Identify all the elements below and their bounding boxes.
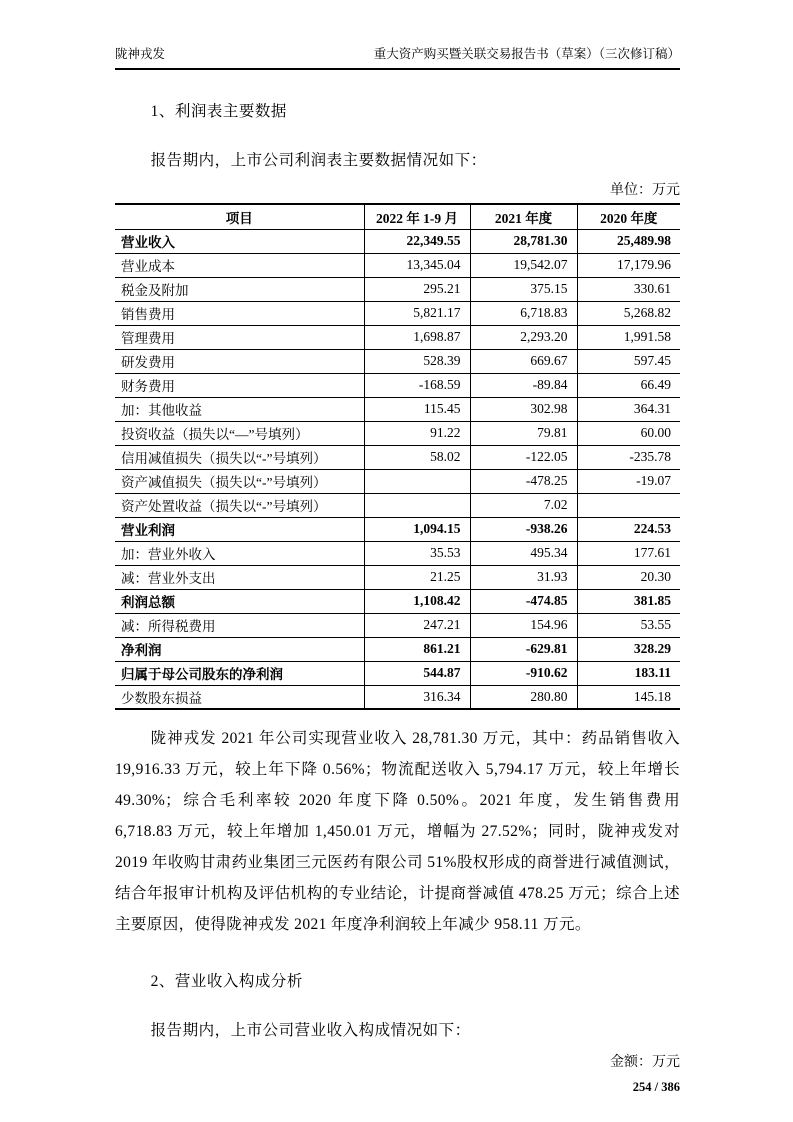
row-value-cell: 31.93: [470, 565, 577, 589]
table-row: [115, 541, 680, 565]
table-row: [115, 421, 680, 445]
table-row: [115, 229, 680, 253]
row-value-cell: 13,345.04: [364, 253, 470, 277]
row-value-cell: 20.30: [577, 565, 680, 589]
table-row: [115, 637, 680, 661]
section2-heading: 2、营业收入构成分析: [150, 973, 303, 990]
row-value-cell: 60.00: [577, 421, 680, 445]
row-label-cell: 销售费用: [115, 301, 364, 325]
row-value-cell: 6,718.83: [470, 301, 577, 325]
row-label-cell: 资产减值损失（损失以“-”号填列）: [115, 469, 364, 493]
table-row: [115, 565, 680, 589]
row-label-cell: 归属于母公司股东的净利润: [115, 661, 364, 685]
row-value-cell: 177.61: [577, 541, 680, 565]
row-value-cell: -122.05: [470, 445, 577, 469]
row-label-cell: 投资收益（损失以“—”号填列）: [115, 421, 364, 445]
table-row: [115, 445, 680, 469]
row-value-cell: 91.22: [364, 421, 470, 445]
row-value-cell: [364, 493, 470, 517]
row-label-cell: 加：营业外收入: [115, 541, 364, 565]
row-value-cell: 328.29: [577, 637, 680, 661]
row-value-cell: 381.85: [577, 589, 680, 613]
column-header-2021: 2021 年度: [470, 204, 577, 229]
table-row: [115, 277, 680, 301]
row-value-cell: 53.55: [577, 613, 680, 637]
table-row: [115, 373, 680, 397]
row-value-cell: -89.84: [470, 373, 577, 397]
row-value-cell: 5,821.17: [364, 301, 470, 325]
row-value-cell: 2,293.20: [470, 325, 577, 349]
row-value-cell: -19.07: [577, 469, 680, 493]
row-value-cell: 544.87: [364, 661, 470, 685]
row-value-cell: 154.96: [470, 613, 577, 637]
table-row: [115, 661, 680, 685]
running-head: [115, 46, 680, 70]
table-row: [115, 469, 680, 493]
row-value-cell: 295.21: [364, 277, 470, 301]
row-value-cell: 17,179.96: [577, 253, 680, 277]
row-label-cell: 研发费用: [115, 349, 364, 373]
row-value-cell: 364.31: [577, 397, 680, 421]
row-value-cell: -938.26: [470, 517, 577, 541]
row-label-cell: 减：营业外支出: [115, 565, 364, 589]
row-value-cell: 22,349.55: [364, 229, 470, 253]
row-value-cell: -478.25: [470, 469, 577, 493]
row-value-cell: 302.98: [470, 397, 577, 421]
table-header-row: [115, 204, 680, 229]
row-value-cell: 597.45: [577, 349, 680, 373]
row-value-cell: 145.18: [577, 685, 680, 709]
row-value-cell: -474.85: [470, 589, 577, 613]
row-value-cell: 183.11: [577, 661, 680, 685]
row-value-cell: 861.21: [364, 637, 470, 661]
row-value-cell: 528.39: [364, 349, 470, 373]
column-header-item: 项目: [115, 204, 364, 229]
row-value-cell: 66.49: [577, 373, 680, 397]
profit-table-body: [115, 229, 680, 709]
row-label-cell: 净利润: [115, 637, 364, 661]
row-value-cell: -235.78: [577, 445, 680, 469]
row-label-cell: 财务费用: [115, 373, 364, 397]
page-number: 254 / 386: [632, 1080, 680, 1094]
table-row: [115, 349, 680, 373]
row-value-cell: 5,268.82: [577, 301, 680, 325]
row-value-cell: 247.21: [364, 613, 470, 637]
row-value-cell: 330.61: [577, 277, 680, 301]
row-label-cell: 营业成本: [115, 253, 364, 277]
table-row: [115, 301, 680, 325]
row-label-cell: 营业利润: [115, 517, 364, 541]
table-row: [115, 397, 680, 421]
table-row: [115, 613, 680, 637]
row-value-cell: 19,542.07: [470, 253, 577, 277]
row-label-cell: 资产处置收益（损失以“-”号填列）: [115, 493, 364, 517]
row-value-cell: 21.25: [364, 565, 470, 589]
row-value-cell: 7.02: [470, 493, 577, 517]
row-label-cell: 加：其他收益: [115, 397, 364, 421]
row-label-cell: 减：所得税费用: [115, 613, 364, 637]
row-value-cell: 1,094.15: [364, 517, 470, 541]
table-unit-label: 单位：万元: [610, 183, 680, 198]
section2-intro: 报告期内，上市公司营业收入构成情况如下：: [150, 1022, 471, 1039]
row-value-cell: 58.02: [364, 445, 470, 469]
row-value-cell: 1,698.87: [364, 325, 470, 349]
row-value-cell: 375.15: [470, 277, 577, 301]
row-value-cell: 1,991.58: [577, 325, 680, 349]
amount-unit-label: 金额：万元: [610, 1055, 680, 1070]
table-row: [115, 517, 680, 541]
table-row: [115, 325, 680, 349]
analysis-paragraph: 陇神戎发 2021 年公司实现营业收入 28,781.30 万元，其中：药品销售收入 19,916.33 万元，较上年下降 0.56%；物流配送收入 5,794.17 万元，较上年增长 49.30%；综合毛利率较 2020 年度下降 0.50%。2021 年度，发生销售费用 6,718.83 万元，较上年增加 1,450.01 万元，增幅为 27.52%；同时，陇神戎发对 2019 年收购甘肃药业集团三元医药有限公司 51%股权形成的商誉进行减值测试，结合年报审计机构及评估机构的专业结论，计提商誉减值 478.25 万元；综合上述主要原因，使得陇神戎发 2021 年度净利润较上年减少 958.11 万元。: [115, 730, 680, 933]
table-row: [115, 493, 680, 517]
section1-heading: 1、利润表主要数据: [150, 103, 287, 120]
row-label-cell: 利润总额: [115, 589, 364, 613]
row-value-cell: 35.53: [364, 541, 470, 565]
row-label-cell: 管理费用: [115, 325, 364, 349]
row-label-cell: 少数股东损益: [121, 690, 202, 706]
section1-intro: 报告期内，上市公司利润表主要数据情况如下：: [150, 152, 487, 169]
row-value-cell: -629.81: [470, 637, 577, 661]
row-label-cell: 营业收入: [115, 229, 364, 253]
running-head-title: 重大资产购买暨关联交易报告书（草案）（三次修订稿）: [373, 47, 680, 61]
table-row: [115, 685, 680, 709]
row-value-cell: [364, 469, 470, 493]
row-label-cell: 税金及附加: [115, 277, 364, 301]
row-value-cell: -168.59: [364, 373, 470, 397]
row-value-cell: 79.81: [470, 421, 577, 445]
column-header-2020: 2020 年度: [577, 204, 680, 229]
row-value-cell: 280.80: [470, 685, 577, 709]
column-header-2022: 2022 年 1-9 月: [364, 204, 470, 229]
row-value-cell: 1,108.42: [364, 589, 470, 613]
table-row: [115, 253, 680, 277]
row-value-cell: -910.62: [470, 661, 577, 685]
table-row: [115, 589, 680, 613]
row-value-cell: 495.34: [470, 541, 577, 565]
row-value-cell: 25,489.98: [577, 229, 680, 253]
row-value-cell: 28,781.30: [470, 229, 577, 253]
row-value-cell: 115.45: [364, 397, 470, 421]
row-value-cell: 669.67: [470, 349, 577, 373]
row-value-cell: [577, 493, 680, 517]
row-label-cell: 信用减值损失（损失以“-”号填列）: [115, 445, 364, 469]
running-head-company: 陇神戎发: [115, 47, 166, 61]
row-value-cell: 316.34: [364, 685, 470, 709]
row-value-cell: 224.53: [577, 517, 680, 541]
profit-table: [115, 203, 680, 710]
